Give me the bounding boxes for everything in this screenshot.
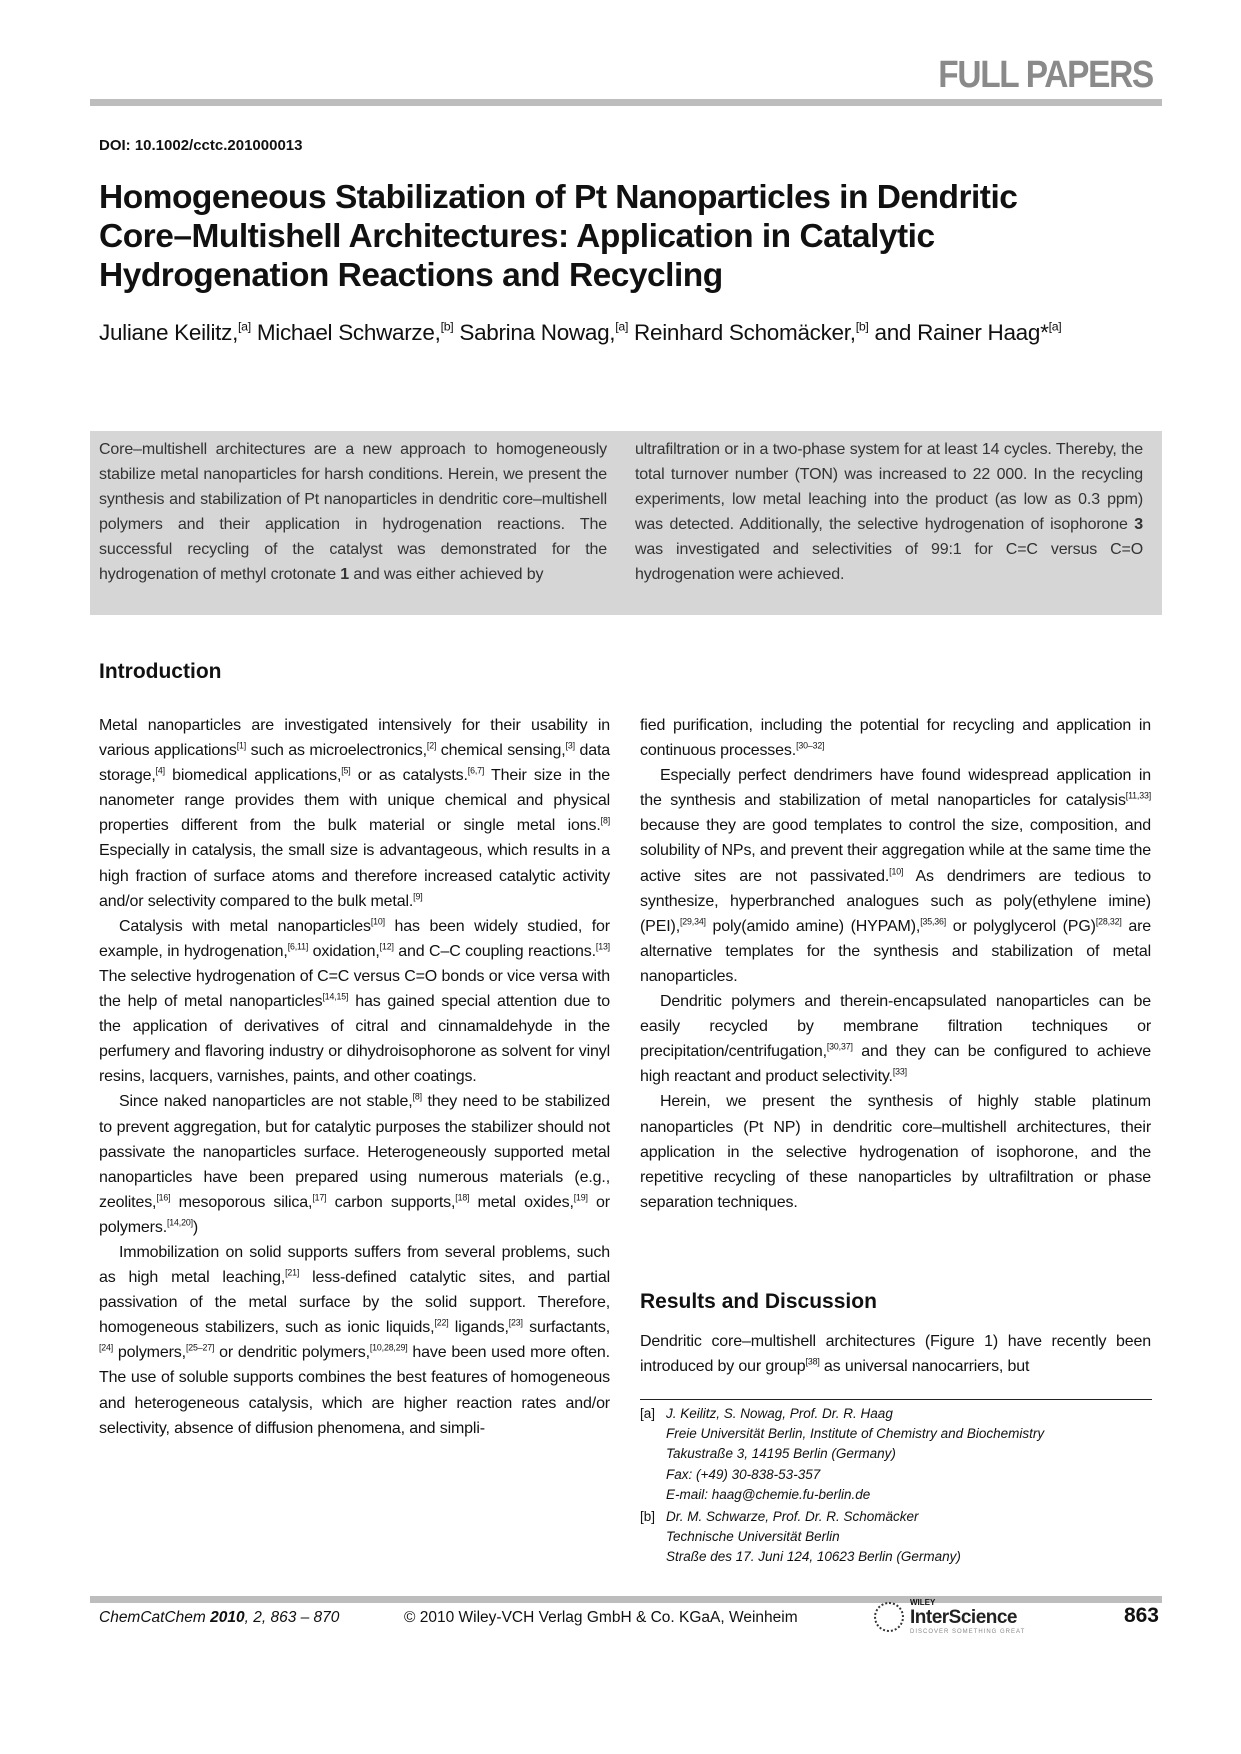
doi: DOI: 10.1002/cctc.201000013	[99, 137, 303, 154]
citation[interactable]: [24]	[99, 1342, 114, 1353]
citation[interactable]: [a]	[615, 319, 629, 334]
citation[interactable]: [10]	[889, 865, 904, 876]
paragraph: Especially perfect dendrimers have found widespread application in the synthesis and stabilization of metal nanoparticles for catalysis[11,33] because they are good templates to control the size, composition, and solubility of NPs, and prevent their aggregation while at the same time the active sites are not passivated.[10] As dendrimers are tedious to synthesize, hyperbranched analogues such as poly(ethylene imine) (PEI),[29,34] poly(amido amine) (HYPAM),[35,36] or polyglycerol (PG)[28,32] are alternative templates for the synthesis and stabilization of metal nanoparticles.	[640, 767, 1151, 985]
citation[interactable]: [8]	[600, 815, 610, 826]
citation[interactable]: [9]	[413, 891, 423, 902]
citation[interactable]: [21]	[285, 1267, 300, 1278]
copyright: © 2010 Wiley-VCH Verlag GmbH & Co. KGaA, Weinheim	[404, 1609, 798, 1626]
citation[interactable]: [14,20]	[167, 1217, 193, 1228]
citation[interactable]: [35,36]	[920, 916, 947, 927]
citation[interactable]: [b]	[440, 319, 454, 334]
citation[interactable]: [23]	[508, 1317, 523, 1328]
citation[interactable]: [30–32]	[796, 740, 825, 751]
citation[interactable]: [3]	[565, 740, 575, 751]
citation[interactable]: [8]	[412, 1091, 422, 1102]
section-heading-results: Results and Discussion	[640, 1290, 877, 1313]
page-footer	[99, 1598, 1159, 1635]
journal-reference: ChemCatChem 2010, 2, 863 – 870	[99, 1609, 340, 1626]
affiliation: [b] Dr. M. Schwarze, Prof. Dr. R. Schomäcker Technische Universität Berlin Straße des 17. Juni 124, 10623 Berlin (Germany)	[640, 1509, 961, 1565]
globe-icon	[874, 1602, 904, 1632]
page-number: 863	[1123, 1604, 1159, 1627]
footnote-rule	[640, 1399, 1152, 1400]
citation[interactable]: [10]	[370, 916, 385, 927]
citation[interactable]: [29,34]	[680, 916, 706, 927]
citation[interactable]: [13]	[595, 941, 610, 952]
citation[interactable]: [33]	[892, 1066, 907, 1077]
paragraph: Since naked nanoparticles are not stable,[8] they need to be stabilized to prevent aggregation, but for catalytic purposes the stabilizer should not passivate the nanoparticles surface. Heterogeneously supported metal nanoparticles have been prepared using numerous materials (e.g., zeolites,[16] mesoporous silica,[17] carbon supports,[18] metal oxides,[19] or polymers.[14,20])	[99, 1091, 611, 1236]
section-label: FULL PAPERS	[938, 54, 1153, 96]
citation[interactable]: [30,37]	[826, 1041, 853, 1052]
citation[interactable]: [2]	[426, 740, 437, 751]
interscience-logo: WILEY InterScience DISCOVER SOMETHING GREAT	[874, 1598, 1025, 1635]
citation[interactable]: [12]	[379, 941, 394, 952]
citation[interactable]: [4]	[155, 765, 165, 776]
intro-right-column	[640, 713, 1151, 1215]
header-rule	[90, 99, 1162, 106]
paragraph: Dendritic core–multishell architectures (Figure 1) have recently been introduced by our group[38] as universal nanocarriers, but	[640, 1333, 1151, 1376]
citation[interactable]: [25–27]	[185, 1342, 215, 1353]
article-title: Homogeneous Stabilization of Pt Nanoparticles in Dendritic Core–Multishell Architectures: Application in Catalytic Hydrogenation Reactions and Recycling	[99, 179, 1018, 294]
citation[interactable]: [14,15]	[322, 991, 349, 1002]
citation[interactable]: [18]	[455, 1192, 470, 1203]
citation[interactable]: [6,7]	[467, 765, 485, 776]
citation[interactable]: [19]	[573, 1192, 588, 1203]
citation[interactable]: [11,33]	[1125, 790, 1151, 801]
results-text	[640, 1329, 1151, 1379]
compound-number: 3	[1134, 516, 1143, 534]
citation[interactable]: [38]	[805, 1356, 820, 1367]
section-heading-introduction: Introduction	[99, 660, 222, 683]
paragraph: fied purification, including the potential for recycling and application in continuous processes.[30–32]	[640, 717, 1151, 760]
paragraph: Metal nanoparticles are investigated intensively for their usability in various applications[1] such as microelectronics,[2] chemical sensing,[3] data storage,[4] biomedical applications,[5] or as catalysts.[6,7] Their size in the nanometer range provides them with unique chemical and physical properties different from the bulk material or single metal ions.[8] Especially in catalysis, the small size is advantageous, which results in a high fraction of surface atoms and therefore increased catalytic activity and/or selectivity compared to the bulk metal.[9]	[99, 717, 611, 910]
citation[interactable]: [10,28,29]	[369, 1342, 408, 1353]
citation[interactable]: [5]	[341, 765, 351, 776]
paragraph: Catalysis with metal nanoparticles[10] has been widely studied, for example, in hydrogenation,[6,11] oxidation,[12] and C–C coupling reactions.[13] The selective hydrogenation of C=C versus C=O bonds or vice versa with the help of metal nanoparticles[14,15] has gained special attention due to the application of derivatives of citral and cinnamaldehyde in the perfumery and flavoring industry or dihydroisophorone as solvent for vinyl resins, lacquers, varnishes, paints, and other coatings.	[99, 916, 611, 1086]
citation[interactable]: [28,32]	[1095, 916, 1122, 927]
paragraph: Herein, we present the synthesis of highly stable platinum nanoparticles (Pt NP) in dendritic core–multishell architectures, their application in the selective hydrogenation of isophorone, and the repetitive recycling of these nanoparticles by ultrafiltration or phase separation techniques.	[640, 1093, 1151, 1211]
affiliations	[640, 1404, 1160, 1570]
citation[interactable]: [1]	[236, 740, 247, 751]
citation[interactable]: [6,11]	[287, 941, 309, 952]
paragraph: Dendritic polymers and therein-encapsulated nanoparticles can be easily recycled by membrane filtration techniques or precipitation/centrifugation,[30,37] and they can be configured to achieve high reactant and product selectivity.[33]	[640, 993, 1151, 1086]
affiliation: [a] J. Keilitz, S. Nowag, Prof. Dr. R. Haag Freie Universität Berlin, Institute of Chemistry and Biochemistry Takustraße 3, 14195 Berlin (Germany) Fax: (+49) 30-838-53-357 E-mail: haag@chemie.fu-berlin.de	[640, 1406, 1045, 1502]
paragraph: Immobilization on solid supports suffers from several problems, such as high metal leaching,[21] less-defined catalytic sites, and partial passivation of the metal surface by the solid support. Therefore, homogeneous stabilizers, such as ionic liquids,[22] ligands,[23] surfactants,[24] polymers,[25–27] or dendritic polymers,[10,28,29] have been used more often. The use of soluble supports combines the best features of homogeneous and heterogeneous catalysis, which are higher reaction rates and/or selectivity, absence of diffusion phenomena, and simpli-	[99, 1243, 610, 1437]
abstract-right: ultrafiltration or in a two-phase system for at least 14 cycles. Thereby, the total turnover number (TON) was increased to 22 000. In the recycling experiments, low metal leaching into the product (as low as 0.3 ppm) was detected. Additionally, the selective hydrogenation of isophorone 3 was investigated and selectivities of 99:1 for C=C versus C=O hydrogenation were achieved.	[635, 441, 1143, 584]
abstract	[90, 431, 1162, 615]
compound-number: 1	[340, 566, 350, 584]
citation[interactable]: [a]	[238, 319, 251, 334]
citation[interactable]: [a]	[1048, 319, 1062, 334]
authors: Juliane Keilitz,[a] Michael Schwarze,[b] Sabrina Nowag,[a] Reinhard Schomäcker,[b] and Rainer Haag*[a]	[99, 319, 1062, 345]
citation[interactable]: [22]	[434, 1317, 449, 1328]
citation[interactable]: [17]	[312, 1192, 327, 1203]
citation[interactable]: [b]	[855, 319, 869, 334]
citation[interactable]: [16]	[156, 1192, 171, 1203]
abstract-left: Core–multishell architectures are a new approach to homogeneously stabilize metal nanoparticles for harsh conditions. Herein, we present the synthesis and stabilization of Pt nanoparticles in dendritic core–multishell polymers and their application in hydrogenation reactions. The successful recycling of the catalyst was demonstrated for the hydrogenation of methyl crotonate 1 and was either achieved by	[99, 441, 607, 584]
intro-left-column	[99, 713, 610, 1441]
